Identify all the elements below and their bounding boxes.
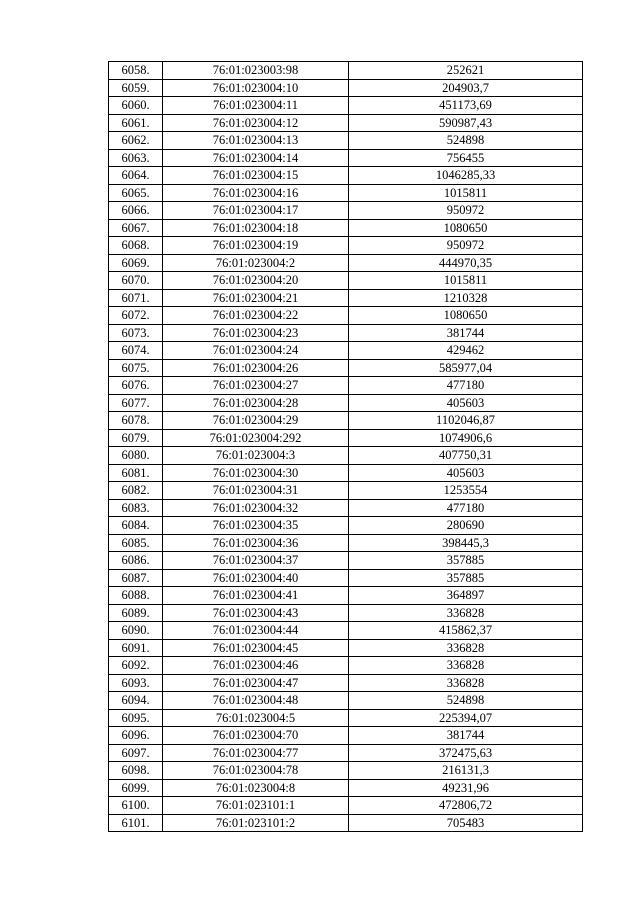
cadastral-number-cell: 76:01:023004:44 bbox=[163, 622, 349, 640]
cadastral-number-cell: 76:01:023004:20 bbox=[163, 272, 349, 290]
table-row bbox=[109, 639, 583, 657]
cadastral-number-cell: 76:01:023004:24 bbox=[163, 342, 349, 360]
cadastral-value-cell: 1080650 bbox=[349, 307, 583, 325]
cadastral-number-cell: 76:01:023003:98 bbox=[163, 62, 349, 80]
cadastral-value-cell: 415862,37 bbox=[349, 622, 583, 640]
row-number-cell: 6067. bbox=[109, 219, 163, 237]
cadastral-value-cell: 590987,43 bbox=[349, 114, 583, 132]
table-row bbox=[109, 254, 583, 272]
cadastral-number-cell: 76:01:023004:16 bbox=[163, 184, 349, 202]
row-number-cell: 6082. bbox=[109, 482, 163, 500]
cadastral-number-cell: 76:01:023004:48 bbox=[163, 692, 349, 710]
table-row bbox=[109, 709, 583, 727]
row-number-cell: 6086. bbox=[109, 552, 163, 570]
cadastral-value-cell: 524898 bbox=[349, 692, 583, 710]
table-row bbox=[109, 149, 583, 167]
cadastral-number-cell: 76:01:023004:47 bbox=[163, 674, 349, 692]
cadastral-number-cell: 76:01:023004:26 bbox=[163, 359, 349, 377]
cadastral-value-cell: 364897 bbox=[349, 587, 583, 605]
cadastral-value-cell: 524898 bbox=[349, 132, 583, 150]
cadastral-value-cell: 398445,3 bbox=[349, 534, 583, 552]
cadastral-value-cell: 336828 bbox=[349, 674, 583, 692]
table-row bbox=[109, 324, 583, 342]
row-number-cell: 6069. bbox=[109, 254, 163, 272]
table-row bbox=[109, 97, 583, 115]
cadastral-value-cell: 381744 bbox=[349, 727, 583, 745]
table-row bbox=[109, 132, 583, 150]
cadastral-number-cell: 76:01:023004:70 bbox=[163, 727, 349, 745]
cadastral-value-cell: 336828 bbox=[349, 639, 583, 657]
cadastral-number-cell: 76:01:023004:14 bbox=[163, 149, 349, 167]
row-number-cell: 6075. bbox=[109, 359, 163, 377]
table-row bbox=[109, 307, 583, 325]
cadastral-number-cell: 76:01:023004:2 bbox=[163, 254, 349, 272]
cadastral-value-cell: 1210328 bbox=[349, 289, 583, 307]
cadastral-number-cell: 76:01:023004:36 bbox=[163, 534, 349, 552]
table-row bbox=[109, 499, 583, 517]
cadastral-value-cell: 1046285,33 bbox=[349, 167, 583, 185]
table-body bbox=[109, 62, 583, 832]
row-number-cell: 6059. bbox=[109, 79, 163, 97]
table-row bbox=[109, 569, 583, 587]
row-number-cell: 6065. bbox=[109, 184, 163, 202]
cadastral-value-cell: 451173,69 bbox=[349, 97, 583, 115]
row-number-cell: 6081. bbox=[109, 464, 163, 482]
cadastral-value-table bbox=[108, 61, 583, 832]
table-row bbox=[109, 552, 583, 570]
table-row bbox=[109, 62, 583, 80]
table-row bbox=[109, 237, 583, 255]
cadastral-value-cell: 407750,31 bbox=[349, 447, 583, 465]
cadastral-number-cell: 76:01:023004:11 bbox=[163, 97, 349, 115]
cadastral-number-cell: 76:01:023004:27 bbox=[163, 377, 349, 395]
cadastral-number-cell: 76:01:023004:10 bbox=[163, 79, 349, 97]
cadastral-value-cell: 1015811 bbox=[349, 184, 583, 202]
cadastral-number-cell: 76:01:023004:15 bbox=[163, 167, 349, 185]
row-number-cell: 6068. bbox=[109, 237, 163, 255]
cadastral-number-cell: 76:01:023004:5 bbox=[163, 709, 349, 727]
cadastral-value-cell: 585977,04 bbox=[349, 359, 583, 377]
table-row bbox=[109, 342, 583, 360]
cadastral-value-cell: 444970,35 bbox=[349, 254, 583, 272]
table-row bbox=[109, 184, 583, 202]
cadastral-number-cell: 76:01:023004:18 bbox=[163, 219, 349, 237]
cadastral-number-cell: 76:01:023004:3 bbox=[163, 447, 349, 465]
table-row bbox=[109, 622, 583, 640]
cadastral-number-cell: 76:01:023004:22 bbox=[163, 307, 349, 325]
table-row bbox=[109, 114, 583, 132]
cadastral-number-cell: 76:01:023004:77 bbox=[163, 744, 349, 762]
row-number-cell: 6094. bbox=[109, 692, 163, 710]
cadastral-value-cell: 49231,96 bbox=[349, 779, 583, 797]
table-row bbox=[109, 447, 583, 465]
cadastral-number-cell: 76:01:023004:292 bbox=[163, 429, 349, 447]
cadastral-value-cell: 1015811 bbox=[349, 272, 583, 290]
cadastral-number-cell: 76:01:023004:45 bbox=[163, 639, 349, 657]
cadastral-value-cell: 950972 bbox=[349, 202, 583, 220]
table-row bbox=[109, 517, 583, 535]
row-number-cell: 6063. bbox=[109, 149, 163, 167]
row-number-cell: 6101. bbox=[109, 814, 163, 832]
table-row bbox=[109, 814, 583, 832]
cadastral-value-cell: 429462 bbox=[349, 342, 583, 360]
cadastral-value-cell: 357885 bbox=[349, 569, 583, 587]
table-row bbox=[109, 587, 583, 605]
row-number-cell: 6089. bbox=[109, 604, 163, 622]
row-number-cell: 6079. bbox=[109, 429, 163, 447]
row-number-cell: 6092. bbox=[109, 657, 163, 675]
cadastral-number-cell: 76:01:023004:43 bbox=[163, 604, 349, 622]
table-row bbox=[109, 762, 583, 780]
table-row bbox=[109, 377, 583, 395]
cadastral-value-cell: 950972 bbox=[349, 237, 583, 255]
row-number-cell: 6058. bbox=[109, 62, 163, 80]
cadastral-value-cell: 357885 bbox=[349, 552, 583, 570]
cadastral-number-cell: 76:01:023004:41 bbox=[163, 587, 349, 605]
table-row bbox=[109, 779, 583, 797]
cadastral-value-cell: 477180 bbox=[349, 377, 583, 395]
table-row bbox=[109, 359, 583, 377]
row-number-cell: 6071. bbox=[109, 289, 163, 307]
row-number-cell: 6084. bbox=[109, 517, 163, 535]
row-number-cell: 6062. bbox=[109, 132, 163, 150]
cadastral-number-cell: 76:01:023004:29 bbox=[163, 412, 349, 430]
cadastral-number-cell: 76:01:023004:31 bbox=[163, 482, 349, 500]
row-number-cell: 6072. bbox=[109, 307, 163, 325]
cadastral-value-cell: 381744 bbox=[349, 324, 583, 342]
table-row bbox=[109, 534, 583, 552]
row-number-cell: 6064. bbox=[109, 167, 163, 185]
row-number-cell: 6097. bbox=[109, 744, 163, 762]
cadastral-value-cell: 336828 bbox=[349, 604, 583, 622]
table-row bbox=[109, 744, 583, 762]
row-number-cell: 6091. bbox=[109, 639, 163, 657]
cadastral-value-cell: 1074906,6 bbox=[349, 429, 583, 447]
table-row bbox=[109, 604, 583, 622]
table-row bbox=[109, 464, 583, 482]
row-number-cell: 6088. bbox=[109, 587, 163, 605]
cadastral-number-cell: 76:01:023004:23 bbox=[163, 324, 349, 342]
table-row bbox=[109, 797, 583, 815]
cadastral-number-cell: 76:01:023004:40 bbox=[163, 569, 349, 587]
cadastral-number-cell: 76:01:023004:46 bbox=[163, 657, 349, 675]
cadastral-number-cell: 76:01:023004:30 bbox=[163, 464, 349, 482]
table-row bbox=[109, 272, 583, 290]
cadastral-value-cell: 280690 bbox=[349, 517, 583, 535]
cadastral-number-cell: 76:01:023101:1 bbox=[163, 797, 349, 815]
cadastral-value-cell: 225394,07 bbox=[349, 709, 583, 727]
cadastral-value-cell: 756455 bbox=[349, 149, 583, 167]
cadastral-number-cell: 76:01:023004:21 bbox=[163, 289, 349, 307]
cadastral-value-cell: 1102046,87 bbox=[349, 412, 583, 430]
table-row bbox=[109, 674, 583, 692]
row-number-cell: 6090. bbox=[109, 622, 163, 640]
row-number-cell: 6100. bbox=[109, 797, 163, 815]
row-number-cell: 6073. bbox=[109, 324, 163, 342]
cadastral-number-cell: 76:01:023004:37 bbox=[163, 552, 349, 570]
cadastral-number-cell: 76:01:023004:28 bbox=[163, 394, 349, 412]
row-number-cell: 6077. bbox=[109, 394, 163, 412]
row-number-cell: 6078. bbox=[109, 412, 163, 430]
row-number-cell: 6080. bbox=[109, 447, 163, 465]
cadastral-number-cell: 76:01:023004:13 bbox=[163, 132, 349, 150]
row-number-cell: 6074. bbox=[109, 342, 163, 360]
cadastral-number-cell: 76:01:023004:78 bbox=[163, 762, 349, 780]
table-row bbox=[109, 79, 583, 97]
cadastral-value-cell: 1253554 bbox=[349, 482, 583, 500]
row-number-cell: 6095. bbox=[109, 709, 163, 727]
cadastral-value-cell: 372475,63 bbox=[349, 744, 583, 762]
cadastral-value-cell: 477180 bbox=[349, 499, 583, 517]
table-row bbox=[109, 202, 583, 220]
row-number-cell: 6085. bbox=[109, 534, 163, 552]
row-number-cell: 6087. bbox=[109, 569, 163, 587]
cadastral-number-cell: 76:01:023004:19 bbox=[163, 237, 349, 255]
cadastral-value-cell: 405603 bbox=[349, 464, 583, 482]
cadastral-value-cell: 1080650 bbox=[349, 219, 583, 237]
table-row bbox=[109, 289, 583, 307]
cadastral-value-cell: 705483 bbox=[349, 814, 583, 832]
table-row bbox=[109, 727, 583, 745]
row-number-cell: 6096. bbox=[109, 727, 163, 745]
cadastral-number-cell: 76:01:023004:12 bbox=[163, 114, 349, 132]
cadastral-value-cell: 252621 bbox=[349, 62, 583, 80]
cadastral-value-cell: 216131,3 bbox=[349, 762, 583, 780]
table-row bbox=[109, 219, 583, 237]
table-row bbox=[109, 394, 583, 412]
cadastral-number-cell: 76:01:023004:17 bbox=[163, 202, 349, 220]
table-row bbox=[109, 412, 583, 430]
table-row bbox=[109, 657, 583, 675]
row-number-cell: 6060. bbox=[109, 97, 163, 115]
row-number-cell: 6099. bbox=[109, 779, 163, 797]
table-row bbox=[109, 692, 583, 710]
cadastral-value-cell: 405603 bbox=[349, 394, 583, 412]
cadastral-value-cell: 472806,72 bbox=[349, 797, 583, 815]
cadastral-number-cell: 76:01:023101:2 bbox=[163, 814, 349, 832]
row-number-cell: 6083. bbox=[109, 499, 163, 517]
cadastral-value-cell: 336828 bbox=[349, 657, 583, 675]
cadastral-value-cell: 204903,7 bbox=[349, 79, 583, 97]
row-number-cell: 6093. bbox=[109, 674, 163, 692]
table-row bbox=[109, 482, 583, 500]
cadastral-number-cell: 76:01:023004:35 bbox=[163, 517, 349, 535]
row-number-cell: 6066. bbox=[109, 202, 163, 220]
row-number-cell: 6070. bbox=[109, 272, 163, 290]
row-number-cell: 6076. bbox=[109, 377, 163, 395]
cadastral-number-cell: 76:01:023004:32 bbox=[163, 499, 349, 517]
table-row bbox=[109, 167, 583, 185]
table-row bbox=[109, 429, 583, 447]
row-number-cell: 6061. bbox=[109, 114, 163, 132]
cadastral-number-cell: 76:01:023004:8 bbox=[163, 779, 349, 797]
row-number-cell: 6098. bbox=[109, 762, 163, 780]
